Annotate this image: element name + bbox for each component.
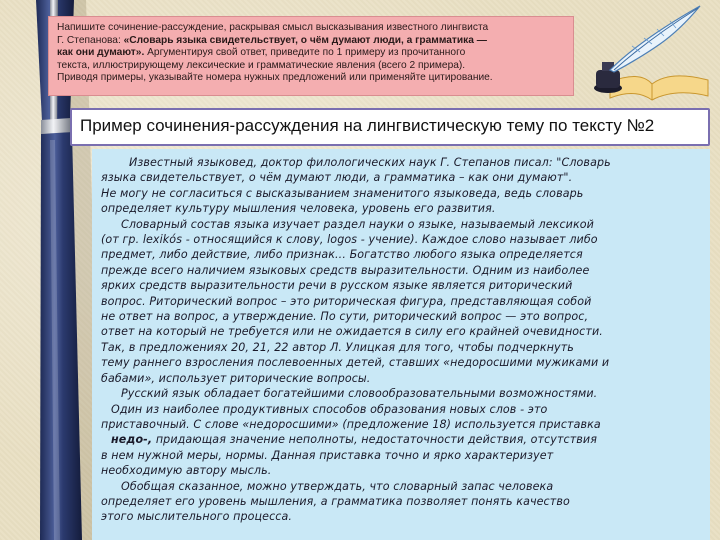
- essay-line: Не могу не согласиться с высказыванием знаменитого языковеда, ведь словарь: [101, 186, 584, 200]
- quote-bold: «Словарь языка свидетельствует, о чём думают люди, а грамматика —: [123, 34, 487, 46]
- quote-bold: как они думают».: [57, 47, 145, 59]
- essay-line: не ответ на вопрос, а утверждение. По сути, риторический вопрос — это вопрос,: [101, 310, 589, 324]
- quill-and-book-illustration: [580, 0, 720, 105]
- assignment-line: Напишите сочинение-рассуждение, раскрывая смысл высказывания известного лингвиста: [57, 22, 489, 33]
- essay-line: определяет его уровень мышления, а грамматика позволяет понять качество: [101, 494, 570, 508]
- essay-line: Так, в предложениях 20, 21, 22 автор Л. Улицкая для того, чтобы подчеркнуть: [101, 340, 574, 354]
- slide-title: Пример сочинения-рассуждения на лингвистическую тему по тексту №2: [70, 108, 710, 146]
- prefix-bold: недо-,: [111, 433, 153, 447]
- essay-line: Словарный состав языка изучает раздел науки о языке, называемый лексикой: [121, 217, 594, 231]
- essay-line: определяет культуру мышления человека, уровень его развития.: [101, 202, 496, 216]
- essay-line: этого мыслительного процесса.: [101, 510, 292, 524]
- essay-line: предмет, либо действие, либо признак... Богатство любого языка определяется: [101, 248, 583, 262]
- essay-line: вопрос. Риторический вопрос – это риторическая фигура, представляющая собой: [101, 294, 592, 308]
- essay-text-box: [92, 149, 710, 540]
- essay-line: прежде всего наличием языковых средств выразительности. Одним из наиболее: [101, 263, 590, 277]
- essay-line: необходимую автору мысль.: [101, 464, 272, 478]
- essay-line: приставочный. С слове «недоросшими» (предложение 18) используется приставка: [101, 417, 601, 431]
- essay-line: Один из наиболее продуктивных способов образования новых слов - это: [111, 402, 548, 416]
- essay-line: ответ на который не требуется или не ожидается в силу его крайней очевидности.: [101, 325, 603, 339]
- essay-line: Известный языковед, доктор филологических наук Г. Степанов писал: "Словарь: [129, 156, 611, 169]
- essay-line: в нем нужной меры, нормы. Данная приставка точно и ярко характеризует: [101, 448, 554, 462]
- assignment-text-box: [48, 16, 574, 96]
- essay-line: языка свидетельствует, о чём думают люди, а грамматика – как они думают".: [101, 171, 573, 185]
- assignment-line: Г. Степанова: «Словарь языка свидетельствует, о чём думают люди, а грамматика —: [57, 34, 487, 46]
- essay-line: Обобщая сказанное, можно утверждать, что словарный запас человека: [121, 479, 554, 493]
- essay-line: Русский язык обладает богатейшими словообразовательными возможностями.: [121, 387, 598, 401]
- assignment-line: текста, иллюстрирующему лексические и грамматические явления (всего 2 примера).: [57, 59, 466, 71]
- essay-line: недо-, придающая значение неполноты, недостаточности действия, отсутствия: [111, 433, 597, 447]
- essay-line: ярких средств выразительности речи в русском языке является риторический: [101, 279, 573, 293]
- assignment-line: как они думают». Аргументируя свой ответ, приведите по 1 примеру из прочитанного: [57, 47, 466, 59]
- essay-line: (от гр. lexikós - относящийся к слову, logos - учение). Каждое слово называет либо: [101, 233, 598, 247]
- essay-line: бабами», использует риторические вопросы.: [101, 371, 371, 385]
- essay-line: тему раннего взросления послевоенных детей, ставших «недоросшими мужиками и: [101, 356, 610, 370]
- assignment-line: Приводя примеры, указывайте номера нужных предложений или применяйте цитирование.: [57, 72, 493, 84]
